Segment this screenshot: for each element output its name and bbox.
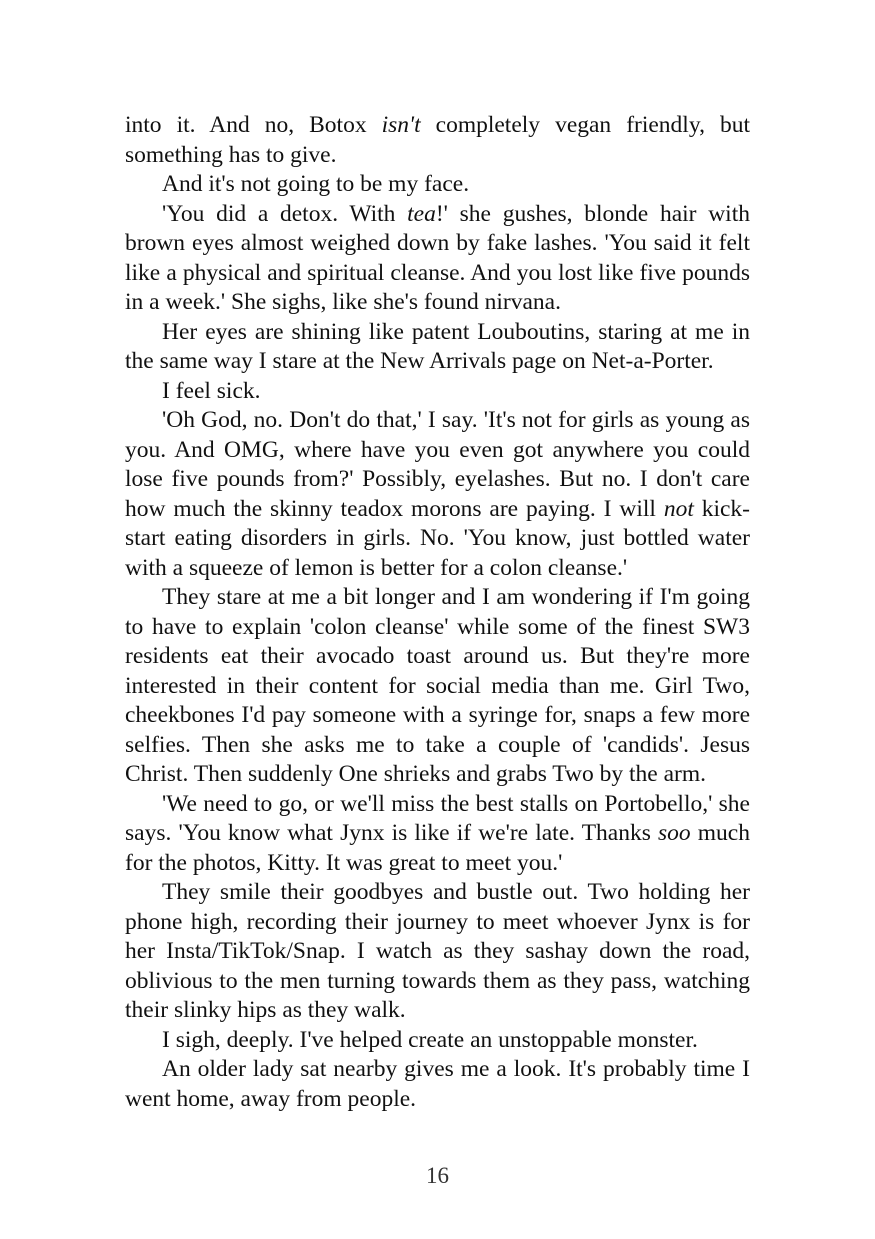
- paragraph: [125, 200, 750, 318]
- paragraph: [125, 583, 750, 790]
- paragraph: [125, 406, 750, 583]
- text-run: completely vegan friendly, but something has to give.: [125, 112, 750, 168]
- italic-text: soo: [658, 820, 691, 846]
- paragraph: [125, 878, 750, 1026]
- text-run: Her eyes are shining like patent Louboutins, staring at me in the same way I stare at the New Arrivals page on Net-a-Porter.: [125, 318, 750, 374]
- text-run: An older lady sat nearby gives me a look. It's probably time I went home, away from people.: [125, 1056, 750, 1112]
- paragraph: [125, 318, 750, 377]
- paragraph: [125, 111, 750, 170]
- paragraph: [125, 377, 750, 407]
- italic-text: isn't: [381, 112, 421, 138]
- paragraph: [125, 170, 750, 200]
- text-run: And it's not going to be my face.: [162, 171, 470, 197]
- text-run: 'Oh God, no. Don't do that,' I say. 'It's not for girls as young as you. And OMG, where have you even got anywhere you could lose five pounds from?' Possibly, eyelashes. But no. I don't care how much the skinny teadox morons are paying. I will: [125, 407, 750, 522]
- text-run: into it. And no, Botox: [125, 112, 382, 138]
- text-run: They smile their goodbyes and bustle out. Two holding her phone high, recording their journey to meet whoever Jynx is for her Insta/TikTok/Snap. I watch as they sashay down the road, oblivious to the men turning towards them as they pass, watching their slinky hips as they walk.: [125, 879, 750, 1023]
- text-run: much for the photos, Kitty. It was great to meet you.': [125, 820, 750, 876]
- text-run: 'We need to go, or we'll miss the best stalls on Portobello,' she says. 'You know what Jynx is like if we're late. Thanks: [125, 790, 750, 846]
- text-run: I feel sick.: [162, 377, 261, 404]
- page-number: 16: [426, 1163, 449, 1188]
- paragraph: [125, 1026, 750, 1056]
- body-text: [125, 111, 750, 1114]
- text-run: I sigh, deeply. I've helped create an unstoppable monster.: [162, 1026, 698, 1053]
- paragraph: [125, 790, 750, 879]
- text-run: kick-start eating disorders in girls. No. 'You know, just bottled water with a squeeze of lemon is better for a colon cleanse.': [125, 495, 750, 581]
- text-run: !' she gushes, blonde hair with brown eyes almost weighed down by fake lashes. 'You said it felt like a physical and spiritual cleanse. And you lost like five pounds in a week.' She sighs, like she's found nirvana.: [125, 200, 750, 315]
- text-run: They stare at me a bit longer and I am wondering if I'm going to have to explain 'colon cleanse' while some of the finest SW3 residents eat their avocado toast around us. But they're more interested in their content for social media than me. Girl Two, cheekbones I'd pay someone with a syringe for, snaps a few more selfies. Then she asks me to take a couple of 'candids'. Jesus Christ. Then suddenly One shrieks and grabs Two by the arm.: [125, 584, 750, 787]
- italic-text: tea: [407, 200, 436, 227]
- paragraph: [125, 1055, 750, 1114]
- text-run: 'You did a detox. With: [162, 200, 408, 227]
- italic-text: not: [663, 495, 694, 522]
